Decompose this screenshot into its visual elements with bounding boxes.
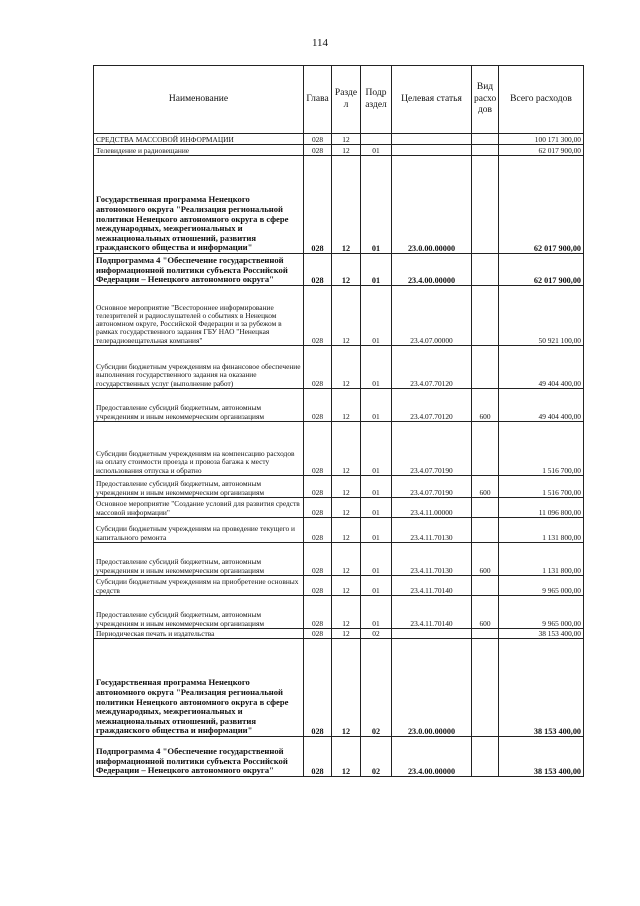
cell-glava: 028 <box>304 596 332 629</box>
cell-name: Субсидии бюджетным учреждениям на финансовое обеспечение выполнения государственного задания на оказание государственных услуг (выполнение работ) <box>94 346 304 389</box>
cell-razdel: 12 <box>332 156 361 254</box>
cell-glava: 028 <box>304 476 332 498</box>
cell-vid <box>472 498 499 518</box>
header-name: Наименование <box>94 66 304 134</box>
table-row <box>94 286 584 346</box>
cell-target <box>392 629 472 639</box>
table-row <box>94 639 584 737</box>
cell-vid <box>472 737 499 777</box>
cell-razdel: 12 <box>332 576 361 596</box>
cell-podrazdel: 01 <box>361 389 392 422</box>
cell-name: Субсидии бюджетным учреждениям на приобретение основных средств <box>94 576 304 596</box>
cell-total: 38 153 400,00 <box>499 629 584 639</box>
header-vid: Вид расхо дов <box>472 66 499 134</box>
cell-total: 9 965 000,00 <box>499 576 584 596</box>
header-row <box>94 66 584 134</box>
cell-target: 23.4.11.70130 <box>392 543 472 576</box>
cell-total: 49 404 400,00 <box>499 346 584 389</box>
cell-target <box>392 134 472 145</box>
cell-target: 23.0.00.00000 <box>392 639 472 737</box>
budget-table <box>93 65 584 777</box>
cell-razdel: 12 <box>332 286 361 346</box>
cell-glava: 028 <box>304 254 332 286</box>
cell-name: Периодическая печать и издательства <box>94 629 304 639</box>
table-row <box>94 389 584 422</box>
cell-glava: 028 <box>304 145 332 156</box>
cell-podrazdel: 01 <box>361 543 392 576</box>
cell-name: Предоставление субсидий бюджетным, автономным учреждениям и иным некоммерческим организациям <box>94 596 304 629</box>
cell-total: 9 965 000,00 <box>499 596 584 629</box>
cell-podrazdel: 01 <box>361 596 392 629</box>
cell-name: Государственная программа Ненецкого автономного округа "Реализация региональной политики Ненецкого автономного округа в сфере международных, межрегиональных и межнациональных отношений, развития гражданского общества и информации" <box>94 156 304 254</box>
cell-razdel: 12 <box>332 543 361 576</box>
header-total: Всего расходов <box>499 66 584 134</box>
cell-glava: 028 <box>304 134 332 145</box>
cell-vid <box>472 254 499 286</box>
cell-target: 23.4.11.70130 <box>392 518 472 543</box>
cell-target: 23.4.07.00000 <box>392 286 472 346</box>
table-row <box>94 737 584 777</box>
cell-podrazdel: 02 <box>361 629 392 639</box>
cell-name: Предоставление субсидий бюджетным, автономным учреждениям и иным некоммерческим организациям <box>94 476 304 498</box>
cell-vid <box>472 576 499 596</box>
cell-total: 62 017 900,00 <box>499 156 584 254</box>
cell-podrazdel: 01 <box>361 576 392 596</box>
cell-target: 23.4.00.00000 <box>392 254 472 286</box>
cell-total: 38 153 400,00 <box>499 639 584 737</box>
cell-name: Государственная программа Ненецкого автономного округа "Реализация региональной политики Ненецкого автономного округа в сфере международных, межрегиональных и межнациональных отношений, развития гражданского общества и информации" <box>94 639 304 737</box>
cell-name: Подпрограмма 4 "Обеспечение государственной информационной политики субъекта Российской Федерации – Ненецкого автономного округа" <box>94 737 304 777</box>
table-row <box>94 596 584 629</box>
cell-vid <box>472 518 499 543</box>
cell-razdel: 12 <box>332 737 361 777</box>
table-row <box>94 346 584 389</box>
cell-vid <box>472 346 499 389</box>
cell-glava: 028 <box>304 498 332 518</box>
cell-razdel: 12 <box>332 389 361 422</box>
cell-target: 23.4.11.00000 <box>392 498 472 518</box>
cell-vid: 600 <box>472 596 499 629</box>
cell-total: 100 171 300,00 <box>499 134 584 145</box>
cell-glava: 028 <box>304 389 332 422</box>
cell-glava: 028 <box>304 518 332 543</box>
cell-vid: 600 <box>472 476 499 498</box>
cell-glava: 028 <box>304 156 332 254</box>
cell-podrazdel: 01 <box>361 518 392 543</box>
header-glava: Глава <box>304 66 332 134</box>
cell-target: 23.4.00.00000 <box>392 737 472 777</box>
cell-vid <box>472 145 499 156</box>
header-razdel: Разде л <box>332 66 361 134</box>
cell-target: 23.4.07.70190 <box>392 476 472 498</box>
cell-total: 49 404 400,00 <box>499 389 584 422</box>
cell-target: 23.4.07.70190 <box>392 422 472 476</box>
cell-razdel: 12 <box>332 134 361 145</box>
cell-total: 11 096 800,00 <box>499 498 584 518</box>
cell-glava: 028 <box>304 629 332 639</box>
cell-target <box>392 145 472 156</box>
cell-podrazdel: 01 <box>361 476 392 498</box>
cell-razdel: 12 <box>332 498 361 518</box>
header-podrazdel: Подр аздел <box>361 66 392 134</box>
cell-razdel: 12 <box>332 596 361 629</box>
cell-name: Основное мероприятие "Всестороннее информирование телезрителей и радиослушателей о событиях в Ненецком автономном округе, Российской Федерации и за рубежом в рамках государственного задания ГБУ НАО "Ненецкая телерадиовещательная компания" <box>94 286 304 346</box>
cell-vid: 600 <box>472 543 499 576</box>
cell-glava: 028 <box>304 543 332 576</box>
cell-vid <box>472 639 499 737</box>
cell-total: 62 017 900,00 <box>499 254 584 286</box>
cell-name: Телевидение и радиовещание <box>94 145 304 156</box>
cell-vid <box>472 422 499 476</box>
cell-glava: 028 <box>304 346 332 389</box>
cell-name: Субсидии бюджетным учреждениям на компенсацию расходов на оплату стоимости проезда и провоза багажа к месту использования отпуска и обратно <box>94 422 304 476</box>
table-row <box>94 498 584 518</box>
cell-glava: 028 <box>304 737 332 777</box>
cell-razdel: 12 <box>332 476 361 498</box>
table-row <box>94 156 584 254</box>
cell-podrazdel: 01 <box>361 286 392 346</box>
cell-podrazdel: 01 <box>361 156 392 254</box>
cell-podrazdel: 01 <box>361 145 392 156</box>
cell-glava: 028 <box>304 639 332 737</box>
cell-target: 23.4.07.70120 <box>392 346 472 389</box>
cell-podrazdel: 01 <box>361 346 392 389</box>
cell-vid <box>472 286 499 346</box>
cell-total: 62 017 900,00 <box>499 145 584 156</box>
page-number: 114 <box>311 37 329 49</box>
cell-total: 1 131 800,00 <box>499 543 584 576</box>
cell-podrazdel: 02 <box>361 737 392 777</box>
table-row <box>94 518 584 543</box>
cell-podrazdel: 01 <box>361 422 392 476</box>
table-row <box>94 422 584 476</box>
cell-podrazdel: 01 <box>361 254 392 286</box>
cell-name: Подпрограмма 4 "Обеспечение государственной информационной политики субъекта Российской Федерации – Ненецкого автономного округа" <box>94 254 304 286</box>
cell-podrazdel: 02 <box>361 639 392 737</box>
cell-target: 23.4.11.70140 <box>392 596 472 629</box>
cell-total: 38 153 400,00 <box>499 737 584 777</box>
cell-glava: 028 <box>304 286 332 346</box>
table-row <box>94 254 584 286</box>
cell-podrazdel <box>361 134 392 145</box>
cell-target: 23.4.11.70140 <box>392 576 472 596</box>
cell-razdel: 12 <box>332 518 361 543</box>
cell-glava: 028 <box>304 422 332 476</box>
table-row <box>94 145 584 156</box>
cell-vid <box>472 134 499 145</box>
cell-razdel: 12 <box>332 254 361 286</box>
cell-total: 1 131 800,00 <box>499 518 584 543</box>
cell-target: 23.0.00.00000 <box>392 156 472 254</box>
cell-razdel: 12 <box>332 422 361 476</box>
table-row <box>94 543 584 576</box>
table-row <box>94 629 584 639</box>
cell-name: Предоставление субсидий бюджетным, автономным учреждениям и иным некоммерческим организациям <box>94 543 304 576</box>
header-target: Целевая статья <box>392 66 472 134</box>
cell-razdel: 12 <box>332 145 361 156</box>
table-row <box>94 134 584 145</box>
cell-total: 1 516 700,00 <box>499 476 584 498</box>
cell-name: Субсидии бюджетным учреждениям на проведение текущего и капитального ремонта <box>94 518 304 543</box>
cell-target: 23.4.07.70120 <box>392 389 472 422</box>
cell-name: Основное мероприятие "Создание условий для развития средств массовой информации" <box>94 498 304 518</box>
cell-glava: 028 <box>304 576 332 596</box>
cell-vid: 600 <box>472 389 499 422</box>
table-row <box>94 576 584 596</box>
cell-vid <box>472 156 499 254</box>
cell-name: СРЕДСТВА МАССОВОЙ ИНФОРМАЦИИ <box>94 134 304 145</box>
cell-vid <box>472 629 499 639</box>
cell-razdel: 12 <box>332 346 361 389</box>
table-row <box>94 476 584 498</box>
cell-razdel: 12 <box>332 639 361 737</box>
cell-podrazdel: 01 <box>361 498 392 518</box>
cell-total: 50 921 100,00 <box>499 286 584 346</box>
cell-name: Предоставление субсидий бюджетным, автономным учреждениям и иным некоммерческим организациям <box>94 389 304 422</box>
cell-total: 1 516 700,00 <box>499 422 584 476</box>
cell-razdel: 12 <box>332 629 361 639</box>
